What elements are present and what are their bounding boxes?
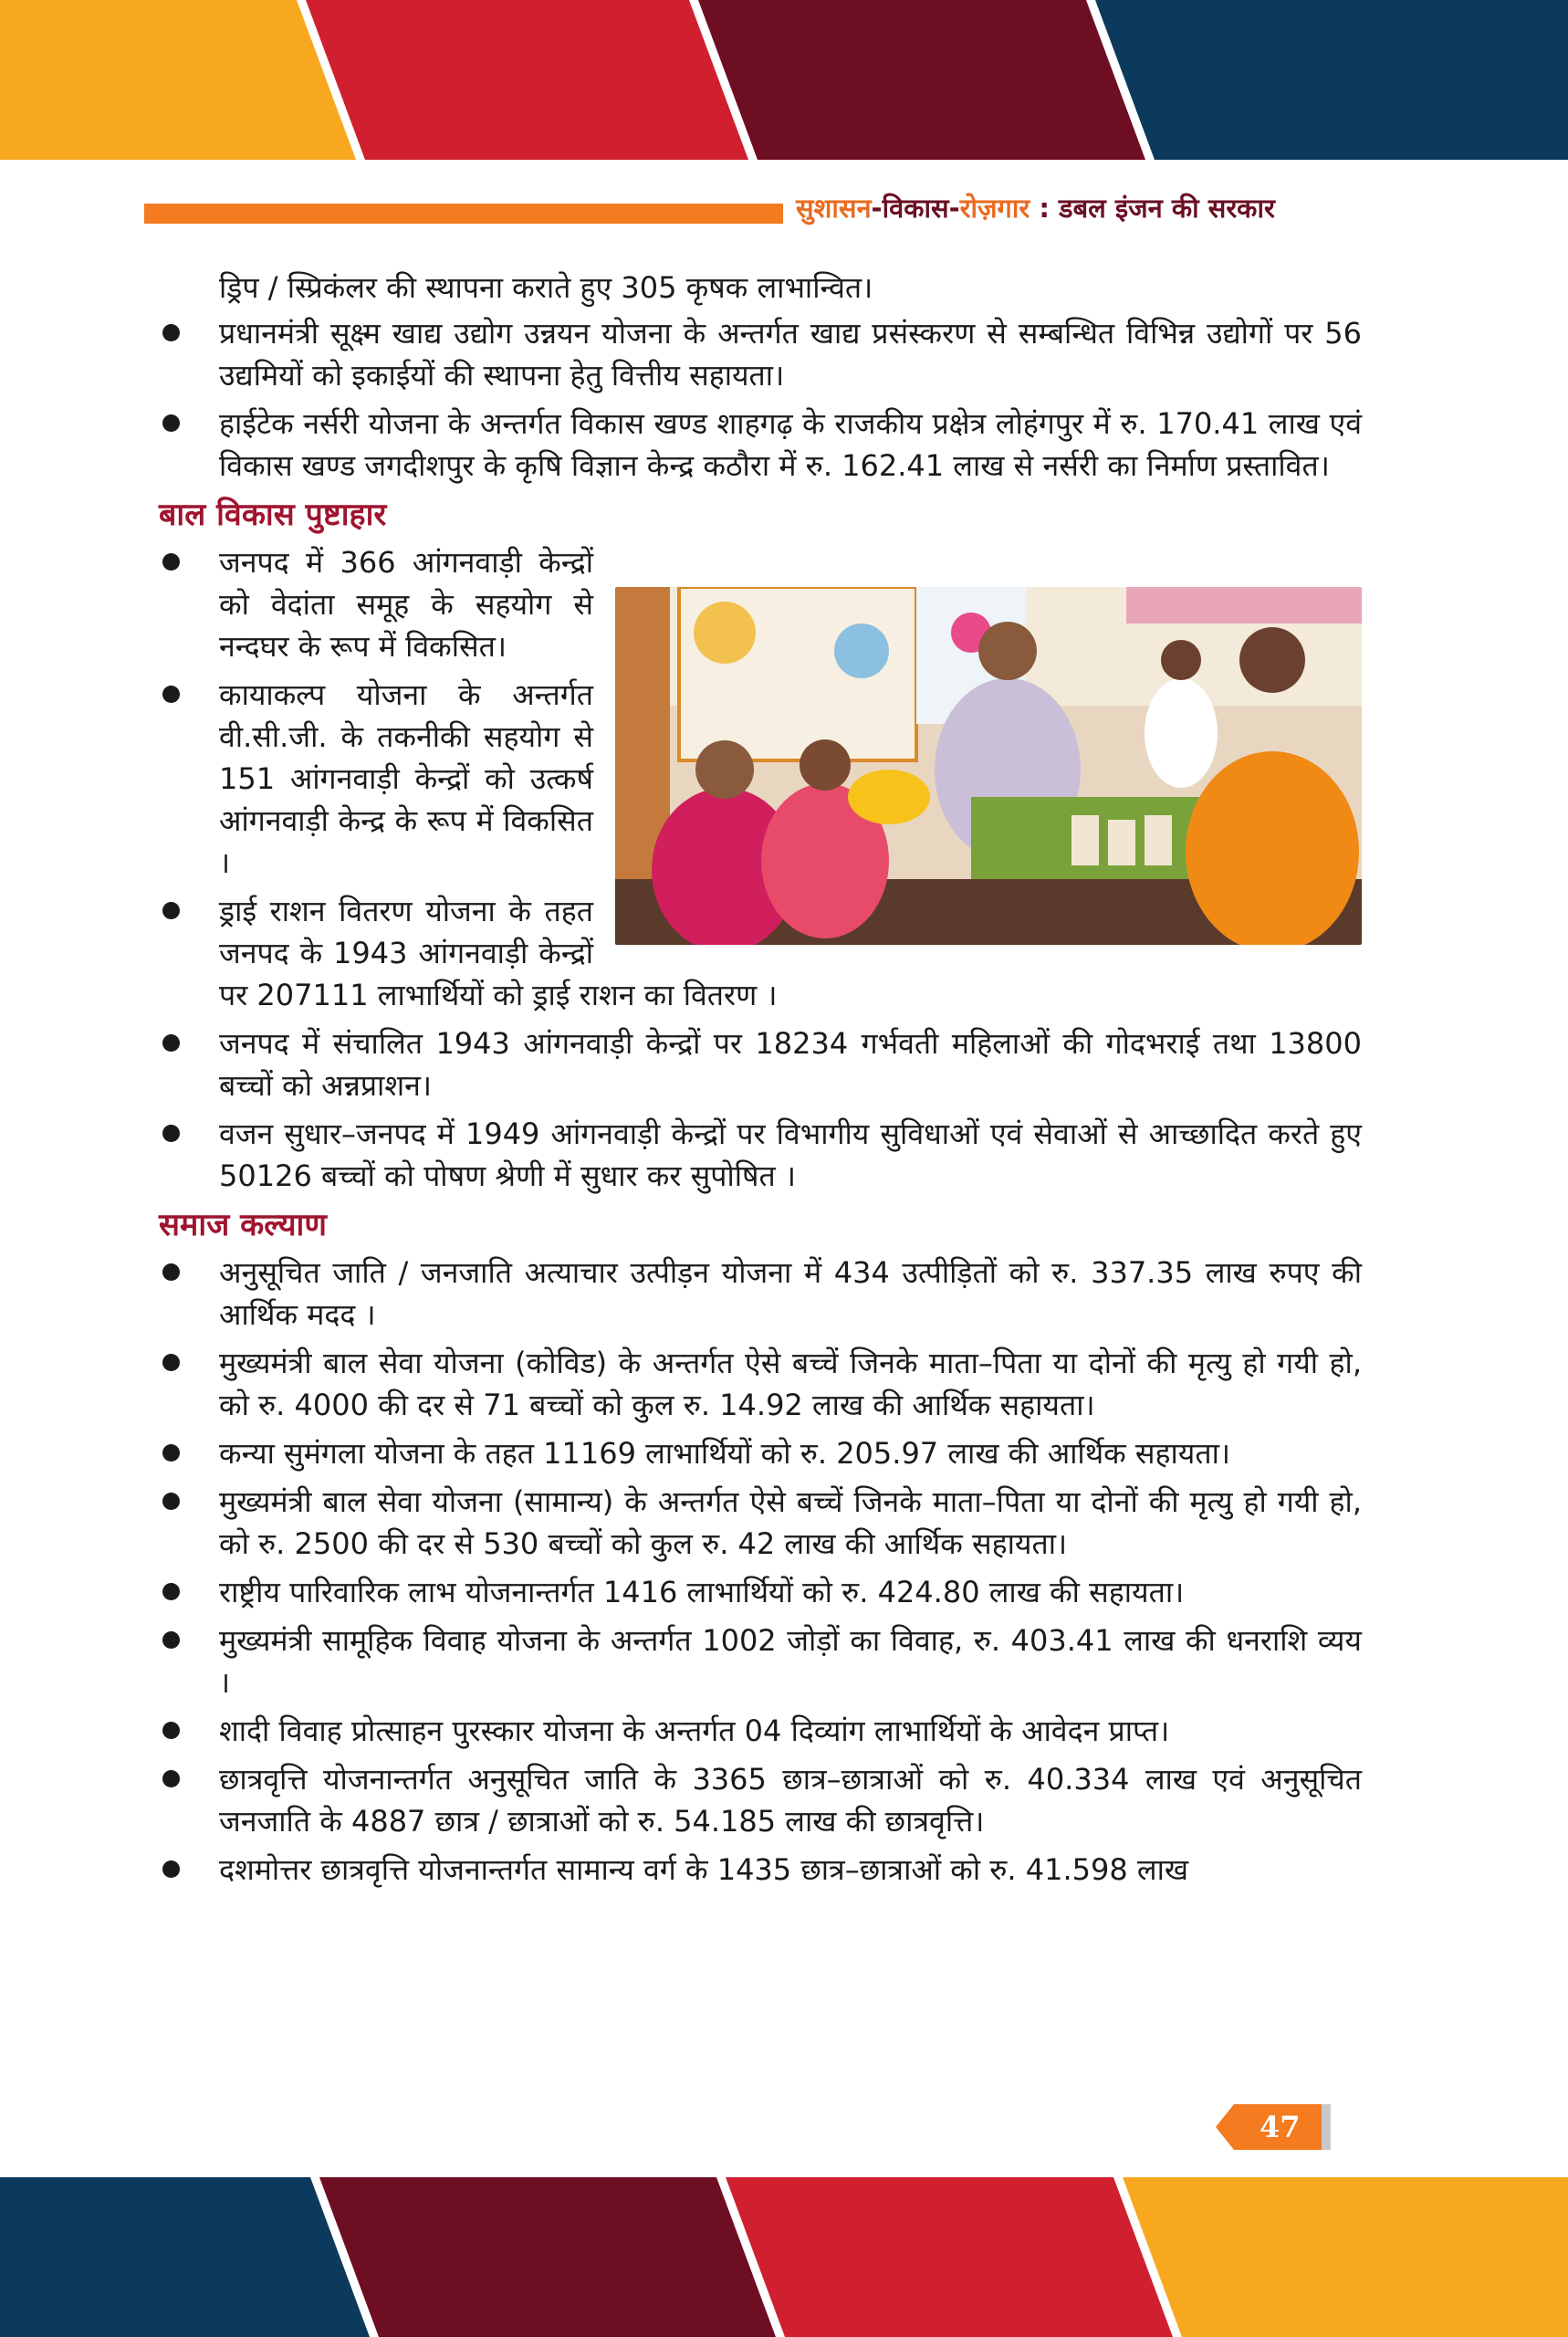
list-item-text: वजन सुधार–जनपद में 1949 आंगनवाड़ी केन्द्रों पर विभागीय सुविधाओं एवं सेवाओं से आच्छादित करते हुए 50126 बच्चों को पोषण श्रेणी में सुधार कर सुपोषित । [219, 1116, 1362, 1193]
list-item-text: शादी विवाह प्रोत्साहन पुरस्कार योजना के अन्तर्गत 04 दिव्यांग लाभार्थियों के आवेदन प्राप्त। [219, 1713, 1170, 1748]
list-item-text: दशमोत्तर छात्रवृत्ति योजनान्तर्गत सामान्य वर्ग के 1435 छात्र–छात्राओं को रु. 41.598 लाख [219, 1852, 1189, 1887]
bullet-icon [162, 686, 180, 703]
bullet-icon [162, 414, 180, 432]
list-item-text: मुख्यमंत्री बाल सेवा योजना (सामान्य) के अन्तर्गत ऐसे बच्चें जिनके माता–पिता या दोनों की मृत्यु हो गयी हो, को रु. 2500 की दर से 530 बच्चों को कुल रु. 42 लाख की आर्थिक सहायता। [219, 1484, 1362, 1561]
list-item [159, 1849, 1362, 1891]
list-item-text: छात्रवृत्ति योजनान्तर्गत अनुसूचित जाति के 3365 छात्र–छात्राओं को रु. 40.334 लाख एवं अनुसूचित जनजाति के 4887 छात्र / छात्राओं को रु. 54.185 लाख की छात्रवृत्ति। [219, 1762, 1362, 1839]
bullet-icon [162, 324, 180, 341]
header-subtitle: : डबल इंजन की सरकार [1030, 193, 1275, 224]
list-item-text: मुख्यमंत्री बाल सेवा योजना (कोविड) के अन्तर्गत ऐसे बच्चें जिनके माता–पिता या दोनों की मृत्यु हो गयी हो, को रु. 4000 की दर से 71 बच्चों को कुल रु. 14.92 लाख की आर्थिक सहायता। [219, 1346, 1362, 1422]
list-item-text: मुख्यमंत्री सामूहिक विवाह योजना के अन्तर्गत 1002 जोड़ों का विवाह, रु. 403.41 लाख की धनराशि व्यय । [219, 1623, 1362, 1700]
list-item [159, 403, 1362, 487]
bullet-icon [162, 902, 180, 919]
bullet-icon [162, 1125, 180, 1142]
bullet-icon [162, 1263, 180, 1281]
intro-continuation: ड्रिप / स्प्रिकंलर की स्थापना कराते हुए 305 कृषक लाभान्वित। [219, 270, 873, 305]
list-item-text: अनुसूचित जाति / जनजाति अत्याचार उत्पीड़न योजना में 434 उत्पीड़ितों को रु. 337.35 लाख रुपए की आर्थिक मदद । [219, 1255, 1362, 1332]
top-decorative-band [0, 0, 1568, 160]
list-item-text: ड्राई राशन वितरण योजना के तहत जनपद के 1943 आंगनवाड़ी केन्द्रों पर 207111 लाभार्थियों को ड्राई राशन का वितरण । [219, 894, 778, 1012]
section-heading-child-development: बाल विकास पुष्टाहार [159, 497, 387, 533]
list-item [159, 1342, 1362, 1426]
list-item [159, 1022, 1362, 1106]
list-item [159, 1432, 1362, 1474]
list-item [159, 312, 1362, 396]
bullet-icon [162, 1583, 180, 1600]
bottom-decorative-band [0, 2177, 1568, 2337]
page-content [159, 267, 1362, 1897]
list-item-text: हाईटेक नर्सरी योजना के अन्तर्गत विकास खण्ड शाहगढ़ के राजकीय प्रक्षेत्र लोहंगपुर में रु. 170.41 लाख एवं विकास खण्ड जगदीशपुर के कृषि विज्ञान केन्द्र कठौरा में रु. 162.41 लाख से नर्सरी का निर्माण प्रस्तावित। [219, 406, 1362, 483]
header-hyphen: - [948, 193, 960, 224]
page-number-tab [1216, 2104, 1331, 2150]
list-item-text: कन्या सुमंगला योजना के तहत 11169 लाभार्थियों को रु. 205.97 लाख की आर्थिक सहायता। [219, 1436, 1231, 1471]
header-hyphen: - [871, 193, 883, 224]
bullet-icon [162, 1034, 180, 1052]
bullet-icon [162, 1770, 180, 1787]
bullet-icon [162, 1722, 180, 1739]
list-item [159, 1571, 1362, 1613]
list-item [159, 1758, 1362, 1842]
bullet-icon [162, 1631, 180, 1649]
list-item [159, 1710, 1362, 1752]
list-item-text: जनपद में संचालित 1943 आंगनवाड़ी केन्द्रों पर 18234 गर्भवती महिलाओं की गोदभराई तथा 13800 बच्चों को अन्नप्राशन। [219, 1026, 1362, 1103]
list-item [159, 1252, 1362, 1336]
page-number: 47 [1260, 2110, 1301, 2144]
bullet-icon [162, 553, 180, 571]
header-accent-line [144, 204, 783, 224]
bullet-icon [162, 1860, 180, 1878]
list-item [159, 674, 1362, 884]
list-item [159, 541, 1362, 667]
running-header-title [796, 190, 1275, 225]
list-item [159, 890, 1362, 1016]
list-item [159, 1481, 1362, 1565]
list-item-text: जनपद में 366 आंगनवाड़ी केन्द्रों को वेदांता समूह के सहयोग से नन्दघर के रूप में विकसित। [219, 545, 593, 664]
section-heading-social-welfare: समाज कल्याण [159, 1207, 327, 1243]
bullet-icon [162, 1444, 180, 1462]
list-item-text: प्रधानमंत्री सूक्ष्म खाद्य उद्योग उन्नयन योजना के अन्तर्गत खाद्य प्रसंस्करण से सम्बन्धित विभिन्न उद्योगों पर 56 उद्यमियों को इकाईयों की स्थापना हेतु वित्तीय सहायता। [219, 316, 1362, 393]
list-item-text: राष्ट्रीय पारिवारिक लाभ योजनान्तर्गत 1416 लाभार्थियों को रु. 424.80 लाख की सहायता। [219, 1575, 1185, 1609]
list-item [159, 1113, 1362, 1197]
header-word-rozgar: रोज़गार [959, 193, 1030, 224]
list-item [159, 1619, 1362, 1703]
bullet-icon [162, 1493, 180, 1510]
header-word-vikas: विकास [882, 193, 949, 224]
bullet-icon [162, 1354, 180, 1371]
list-item-text: कायाकल्प योजना के अन्तर्गत वी.सी.जी. के तकनीकी सहयोग से 151 आंगनवाड़ी केन्द्रों को उत्कर्ष आंगनवाड़ी केन्द्र के रूप में विकसित । [219, 677, 593, 880]
header-word-sushasan: सुशासन [796, 193, 872, 224]
